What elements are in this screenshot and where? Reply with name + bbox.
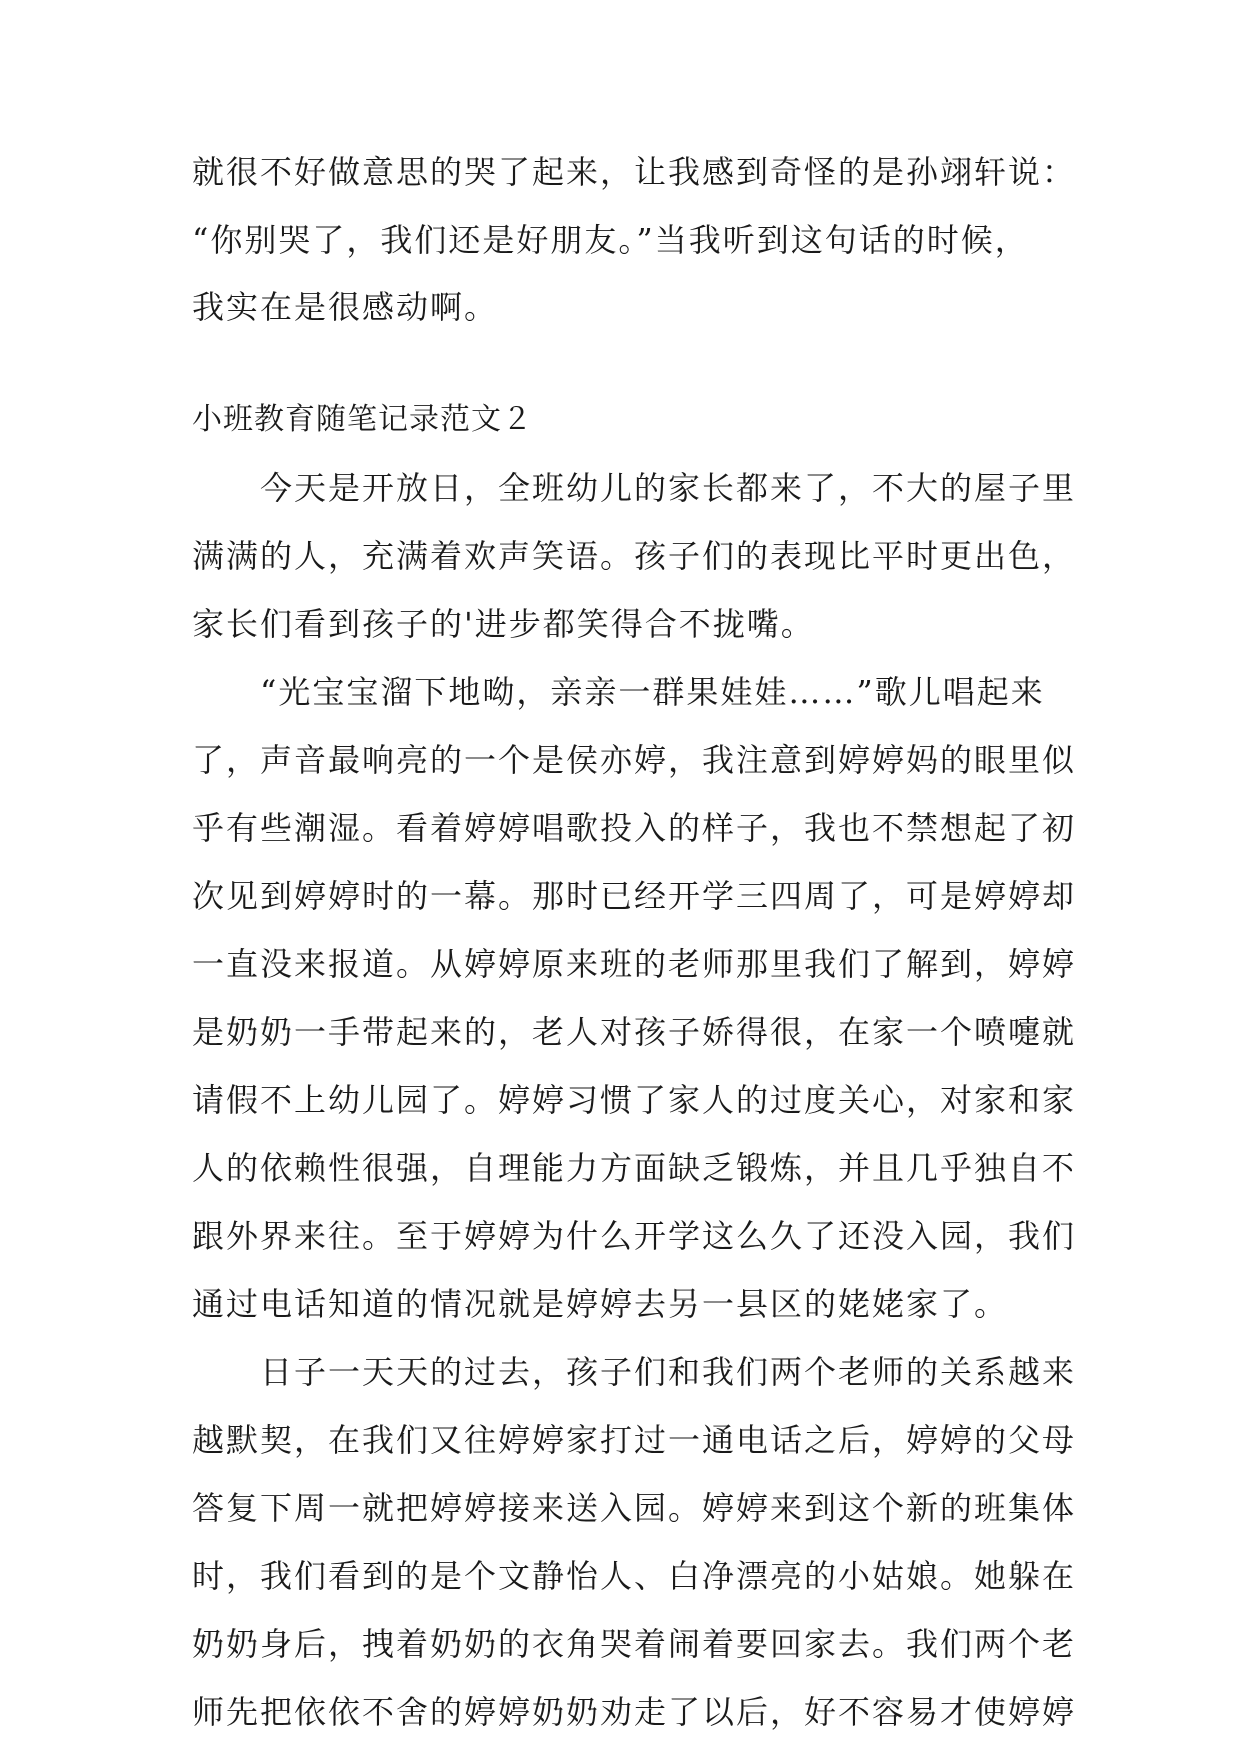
text-line: 我实在是很感动啊。 bbox=[192, 288, 499, 326]
text-line: 奶奶身后，拽着奶奶的衣角哭着闹着要回家去。我们两个老 bbox=[192, 1625, 1077, 1663]
text-line: 答复下周一就把婷婷接来送入园。婷婷来到这个新的班集体 bbox=[192, 1489, 1077, 1527]
text-line: 师先把依依不舍的婷婷奶奶劝走了以后，好不容易才使婷婷 bbox=[192, 1693, 1077, 1731]
text-line: 家长们看到孩子的'进步都笑得合不拢嘴。 bbox=[192, 605, 815, 643]
text-line: 乎有些潮湿。看着婷婷唱歌投入的样子，我也不禁想起了初 bbox=[192, 809, 1077, 847]
text-line: 请假不上幼儿园了。婷婷习惯了家人的过度关心，对家和家 bbox=[192, 1081, 1077, 1119]
text-line: 一直没来报道。从婷婷原来班的老师那里我们了解到，婷婷 bbox=[192, 945, 1077, 983]
text-line: 越默契，在我们又往婷婷家打过一通电话之后，婷婷的父母 bbox=[192, 1421, 1077, 1459]
text-line: 了，声音最响亮的一个是侯亦婷，我注意到婷婷妈的眼里似 bbox=[192, 741, 1077, 779]
text-line: 就很不好做意思的哭了起来，让我感到奇怪的是孙翊轩说： bbox=[192, 153, 1077, 191]
text-line: 满满的人，充满着欢声笑语。孩子们的表现比平时更出色， bbox=[192, 537, 1077, 575]
text-line: 时，我们看到的是个文静怡人、白净漂亮的小姑娘。她躲在 bbox=[192, 1557, 1077, 1595]
text-line: 次见到婷婷时的一幕。那时已经开学三四周了，可是婷婷却 bbox=[192, 877, 1077, 915]
text-line: 通过电话知道的情况就是婷婷去另一县区的姥姥家了。 bbox=[192, 1285, 1009, 1323]
text-line: 是奶奶一手带起来的，老人对孩子娇得很，在家一个喷嚏就 bbox=[192, 1013, 1077, 1051]
section-heading: 小班教育随笔记录范文２ bbox=[192, 402, 533, 437]
text-line: 日子一天天的过去，孩子们和我们两个老师的关系越来 bbox=[192, 1353, 1077, 1391]
text-line: “光宝宝溜下地呦，亲亲一群果娃娃……”歌儿唱起来 bbox=[192, 673, 1045, 711]
text-line: “你别哭了，我们还是好朋友。”当我听到这句话的时候， bbox=[192, 221, 1029, 259]
text-line: 人的依赖性很强，自理能力方面缺乏锻炼，并且几乎独自不 bbox=[192, 1149, 1077, 1187]
text-line: 今天是开放日，全班幼儿的家长都来了，不大的屋子里 bbox=[192, 469, 1077, 507]
text-line: 跟外界来往。至于婷婷为什么开学这么久了还没入园，我们 bbox=[192, 1217, 1077, 1255]
